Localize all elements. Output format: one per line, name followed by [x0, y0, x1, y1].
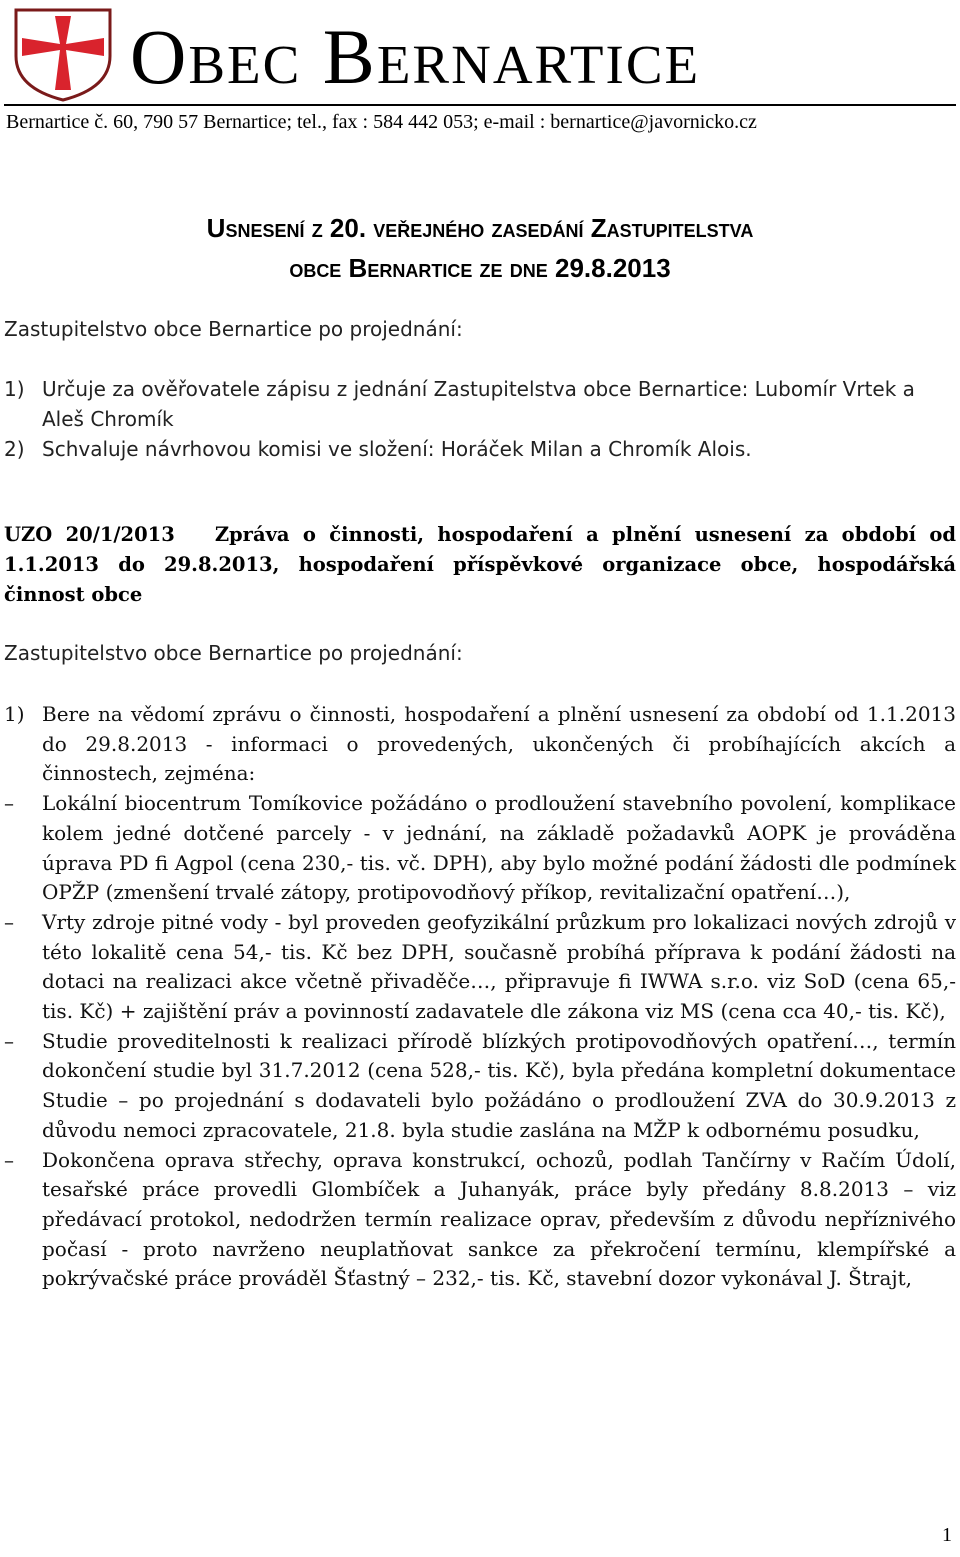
header-divider	[4, 104, 956, 106]
list-item-text: Vrty zdroje pitné vody - byl proveden geofyzikální průzkum pro lokalizaci nových zdrojů v této lokalitě cena 54,- tis. Kč bez DPH, současně probíhá příprava k podání žádosti na dotaci na realizaci akce včetně přivaděče…, připravuje fi IWWA s.r.o. viz SoD (cena 65,- tis. Kč) + zajištění práv a povinností zadavatele dle zákona viz MS (cena cca 40,- tis. Kč),	[42, 909, 956, 1024]
list-item	[4, 1027, 956, 1146]
report-section	[4, 700, 956, 1294]
intro-paragraph-2: Zastupitelstvo obce Bernartice po projednání:	[4, 641, 463, 665]
decisions-list-1	[4, 374, 956, 464]
dash-bullet: –	[4, 909, 14, 934]
document-title-line-2: obce Bernartice ze dne 29.8.2013	[289, 253, 671, 283]
list-item-text: Dokončena oprava střechy, oprava konstrukcí, ochozů, podlah Tančírny v Račím Údolí, tesařské práce provedli Glombíček a Juhanyák, práce byly předány 8.8.2013 – viz předávací protokol, nedodržen termín realizace oprav, především z důvodu nepříznivého počasí - proto navrženo neuplatňovat sankce za překročení termínu, klempířské a pokrývačské práce prováděl Šťastný – 232,- tis. Kč, stavební dozor vykonával J. Štrajt,	[42, 1147, 956, 1291]
decision-item	[4, 374, 956, 434]
document-title-line-1: Usnesení z 20. veřejného zasedání Zastupitelstva	[206, 213, 754, 243]
document-title	[0, 208, 960, 288]
report-text: Bere na vědomí zprávu o činnosti, hospodaření a plnění usnesení za období od 1.1.2013 do 29.8.2013 - informaci o provedených, ukončených či probíhajících akcích a činnostech, zejména:	[42, 702, 956, 786]
red-cross-shield-icon	[8, 4, 118, 102]
activity-list	[4, 789, 956, 1294]
contact-line: Bernartice č. 60, 790 57 Bernartice; tel., fax : 584 442 053; e-mail : bernartice@javornicko.cz	[6, 111, 757, 133]
dash-bullet: –	[4, 791, 14, 816]
resolution-subject: Zpráva o činnosti, hospodaření a plnění usnesení za období od 1.1.2013 do 29.8.2013, hospodaření příspěvkové organizace obce, hospodářská činnost obce	[4, 523, 956, 606]
municipality-title: Obec Bernartice	[130, 13, 701, 100]
decision-number: 1)	[4, 377, 25, 401]
intro-paragraph-1: Zastupitelstvo obce Bernartice po projednání:	[4, 317, 463, 341]
list-item	[4, 789, 956, 908]
decision-text: Určuje za ověřovatele zápisu z jednání Zastupitelstva obce Bernartice: Lubomír Vrtek a Aleš Chromík	[42, 377, 915, 431]
dash-bullet: –	[4, 1147, 14, 1172]
letterhead	[0, 0, 960, 140]
list-item	[4, 1146, 956, 1295]
report-item	[4, 700, 956, 789]
list-item-text: Studie proveditelnosti k realizaci přírodě blízkých protipovodňových opatření…, termín dokončení studie byl 31.7.2012 (cena 528,- tis. Kč), byla předána kompletní dokumentace Studie – po projednání s dodavateli bylo požádáno o prodloužení ZVA do 30.9.2013 z důvodu nemoci zpracovatele, 21.8. byla studie zaslána na MŽP k odbornému posudku,	[42, 1028, 956, 1142]
dash-bullet: –	[4, 1028, 14, 1053]
report-number: 1)	[4, 702, 25, 726]
decision-item	[4, 434, 956, 464]
decision-text: Schvaluje návrhovou komisi ve složení: Horáček Milan a Chromík Alois.	[42, 437, 752, 461]
resolution-heading	[4, 520, 956, 610]
resolution-code: UZO 20/1/2013	[4, 523, 175, 546]
decision-number: 2)	[4, 437, 25, 461]
page-number: 1	[942, 1524, 952, 1546]
list-item	[4, 908, 956, 1027]
list-item-text: Lokální biocentrum Tomíkovice požádáno o prodloužení stavebního povolení, komplikace kolem jedné dotčené parcely - v jednání, na základě požadavků AOPK je prováděna úprava PD fi Agpol (cena 230,- tis. vč. DPH), aby bylo možné podání žádosti dle podmínek OPŽP (zmenšení trvalé zátopy, protipovodňový příkop, revitalizační opatření…),	[42, 791, 956, 905]
